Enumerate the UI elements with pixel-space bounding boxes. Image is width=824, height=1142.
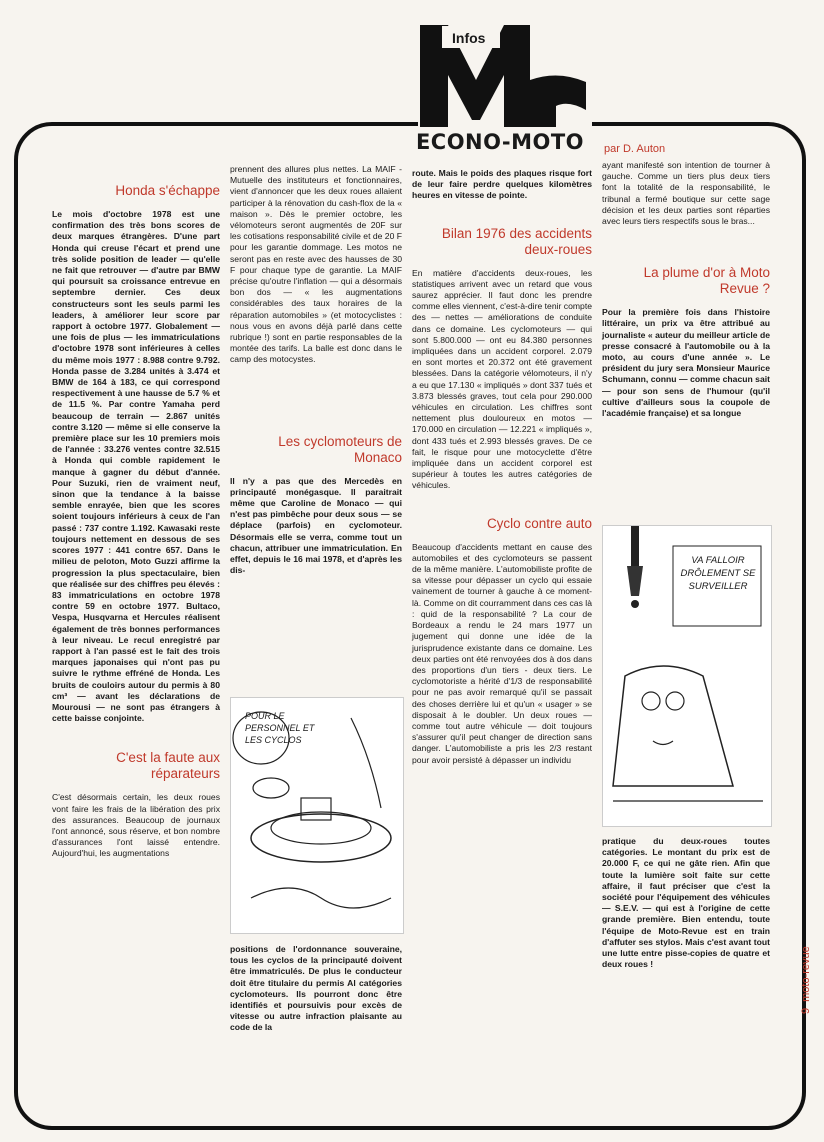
headline-honda: Honda s'échappe [115,183,220,198]
article-reparateurs: C'est désormais certain, les deux roues vont faire les frais de la libération des prix des assurances. Beaucoup de journaux l'ont annoncé, sous réserve, et bon nombre d'assurances l'ont laissé entendre. Aujourd'hui, les augmentations [52,792,220,859]
headline-bilan: Bilan 1976 des accidents deux-roues [441,225,592,257]
column-4 [602,160,770,425]
cartoon-stylo-caption: VA FALLOIR DRÔLEMENT SE SURVEILLER [680,555,756,592]
page-number: 9 [800,1007,812,1014]
column-2 [230,164,402,582]
cartoon-cyclos-caption: POUR LE PERSONNEL ET LES CYCLOS [245,711,315,745]
magazine-name: moto-revue [800,946,812,1002]
article-honda: Le mois d'octobre 1978 est une confirmation des très bons scores de deux marques étrangères. D'une part Honda qui creuse l'écart et prend une très solide position de leader — qu'elle ne fait que retrouver — d'autre par BMW qui poursuit sa croissance entrevue en septembre dernier. Ces deux constructeurs sont les seuls parmi les leaders, à améliorer leur score par rapport à octobre 1977. Globalement — une fois de plus — les immatriculations d'octobre 1978 sont inférieures à celles du même mois 1977 : 8.988 contre 9.792. Honda passe de 3.284 unités à 3.474 et BMW de 164 à 183, ce qui correspond respectivement à une hausse de 5.7 % et de 11.5 %. Par contre Yamaha perd beaucoup de terrain — 2.867 unités contre 3.120 — même si elle conserve la première place sur les 10 premiers mois de l'année : 33.276 ventes contre 32.515 à Honda qui comble rapidement le manque à gagner du début d'année. Pour Suzuki, rien de vraiment neuf, sinon que la tendance à la baisse semble enrayée, bien que les scores soient toujours inférieurs à ceux de l'an passé : 737 contre 1.192. Kawasaki reste toujours nettement en dessous de ses scores 1977 : 441 contre 657. Dans le milieu de peloton, Moto Guzzi affirme la progression la plus spectaculaire, bien que réalisée sur des chiffres peu élevés : 83 immatriculations en octobre 1978 contre 59 en octobre 1977. Bultaco, Vespa, Husqvarna et Hercules réalisent également de très bonnes performances à leur niveau. Le recul enregistré par rapport à l'an passé est le fait des trois marques japonaises qui n'ont pas pu suivre le rythme effréné de Honda. Les bruits de couloirs autour du permis à 80 cm³ — avant les déclarations de Mourousi — ne sont pas étrangers à cette baisse conjointe. [52,209,220,724]
column-3 [412,168,592,772]
section-banner: ECONO-MOTO [406,127,594,157]
article-bilan: En matière d'accidents deux-roues, les statistiques arrivent avec un retard que vous saurez apprécier. Il faut donc les prendre comme elles viennent, c'est-à-dire tenir compte des — nettes — améliorations de conduite dans ce domaine. Les cyclomoteurs — qui sont 5.800.000 — ont eu 84.380 personnes impliquées dans un accident corporel. 2.079 en sont mortes et 20.372 ont été gravement blessées. Dans la catégorie vélomoteurs, il n'y a eu que 17.130 « impliqués » dont 337 tués et 3.873 blessés graves, tout cela pour 290.000 véhicules en circulation. Les chiffres sont nettement plus douloureux en motos — 170.000 en circulation — 12.221 « impliqués », dont 433 tués et 2.993 blessés graves. De ce fait, le risque pour une motocyclette d'être impliquée dans un accident corporel est supérieur à toutes les autres catégories de véhicules. [412,267,592,491]
article-plume-or: Pour la première fois dans l'histoire littéraire, un prix va être attribué au journaliste « auteur du meilleur article de presse consacré à l'automobile ou à la moto, au cours d'une année ». Le président du jury sera Monsieur Maurice Schumann, connu — comme chacun sait — pour son sens de l'humour (qu'il cultive d'ailleurs sous la coupole de l'académie française) et sa longue [602,307,770,419]
column-4-bottom [602,836,770,976]
article-cyclo-auto: Beaucoup d'accidents mettant en cause des automobiles et des cyclomoteurs se passent de la même manière. L'automobiliste profite de sa vitesse pour dépasser un cyclo qui essaie vainement de tourner à gauche à ce moment-là. Comme on dit courramment dans ces cas là : quid de la responsabilité ? La cour de Bordeaux a rendu le 24 mars 1977 un jugement qui donne une idée de la jurisprudence existante dans ce domaine. Les deux parties ont été renvoyées dos à dos dans des proportions d'un tiers - deux tiers. Le cyclomotoriste a hérité d'1/3 de responsabilité pour ne pas avoir remarqué qu'il se passait des choses derrière lui et qu'un « usager » se disposait à le doubler. Un deux roues — comme tout autre véhicule — doit toujours s'assurer qu'il peut changer de direction sans danger. L'automobiliste a pris les 2/3 restant pour avoir persisté à dépasser un individu [412,541,592,765]
page-footer [800,946,812,1020]
column-2-bottom [230,944,402,1040]
article-monaco-cont: positions de l'ordonnance souveraine, tous les cyclos de la principauté doivent être immatriculés. De plus le conducteur doit être titulaire du permis Al catégories cyclomoteurs. Ils pourront donc être identifiés et poursuivis pour excès de vitesse ou autre infraction plaisante au code de la [230,944,402,1033]
article-monaco-end: route. Mais le poids des plaques risque fort de leur faire perdre quelques kilomètres heures en vitesse de pointe. [412,168,592,201]
article-cyclo-auto-end: ayant manifesté son intention de tourner à gauche. Comme un tiers plus deux tiers font la totalité de la responsabilité, le tribunal a fermé boutique sur cette sage décision et les deux parties sont réparties avec leurs tiers respectifs sous le bras... [602,160,770,227]
logo-infos-word: Infos [452,30,486,46]
article-plume-or-cont: pratique du deux-roues toutes catégories. Le montant du prix est de 20.000 F, ce qui ne gâte rien. Afin que toute la lumière soit faite sur cette affaire, il faut préciser que c'est la société pour l'équipement des véhicules — S.E.V. — qui est à l'origine de cette grande première. Bien entendu, toute l'équipe de Moto-Revue est en train d'affuter ses stylos. Mais c'est avant tout une lutte entre pisse-copies de quatre et deux roues ! [602,836,770,970]
article-reparateurs-cont: prennent des allures plus nettes. La MAIF - Mutuelle des instituteurs et fonctionnaires, vient d'annoncer que les deux roues allaient participer à la rénovation du cash-flox de la « maison ». Dès le premier octobre, les vélomoteurs seront augmentés de 20F sur les cotisations responsabilité civile et de 20 F pour les garantie dommage. Les motos ne seront pas en reste avec des hausses de 30 F pour chaque type de garantie. La MAIF précise qu'outre l'inflation — qui a désormais bon dos — « les augmentations considérables des taux horaires de la réparation automobiles » (et motocyclistes : nous vous en avons déjà parlé dans cette rubrique !) sont en partie responsables de la montée des tarifs. La balle est donc dans le camp des motocystes. [230,164,402,365]
byline: par D. Auton [604,143,666,155]
article-monaco: Il n'y a pas que des Mercedès en principauté monégasque. Il paraitrait même que Caroline de Monaco — qui n'est pas pimbêche pour deux sous — se déplace (parfois) en cyclomoteur. Désormais elle se verra, comme tout un chacun, attribuer une immatriculation. En effet, depuis le 16 mai 1978, et d'après les dis- [230,475,402,576]
headline-plume-or: La plume d'or à Moto Revue ? [643,265,770,297]
headline-reparateurs: C'est la faute aux réparateurs [116,750,220,782]
headline-monaco: Les cyclomoteurs de Monaco [278,433,402,465]
column-1 [52,175,220,866]
cartoon-cyclos [230,697,404,934]
headline-cyclo-auto: Cyclo contre auto [486,515,592,531]
cartoon-stylo [602,525,772,827]
